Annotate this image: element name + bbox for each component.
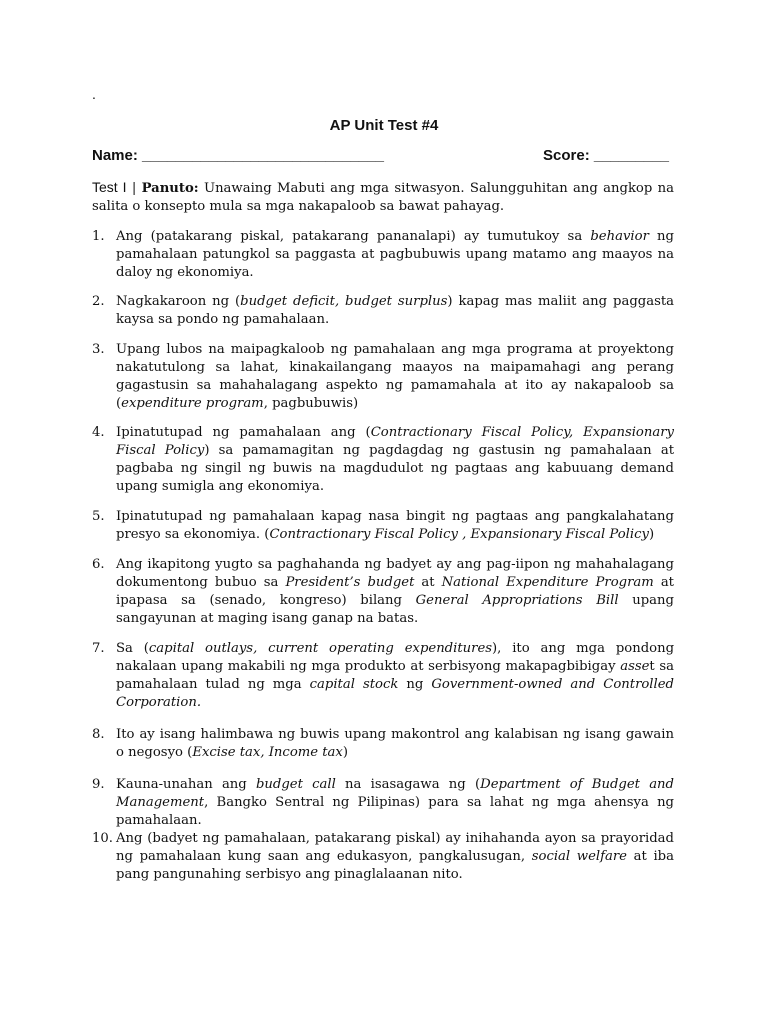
question-item — [92, 640, 674, 712]
question-text — [116, 556, 674, 628]
name-field-line: Name: _____________________________ — [92, 147, 384, 164]
italic-term: Contractionary Fiscal Policy, Expansionary Fiscal Policy — [116, 425, 674, 458]
question-number: 4. — [92, 425, 105, 440]
italic-term: General Appropriations Bill — [415, 593, 619, 608]
italic-term: Department of Budget and Management — [116, 777, 674, 810]
text-fragment: , pagbubuwis) — [263, 396, 359, 411]
text-fragment: Ang ikapitong yugto sa paghahanda ng badyet ay ang pag-iipon ng mahahalagang dokumentong bubuo sa — [116, 557, 674, 590]
question-item — [92, 830, 674, 884]
stray-dot: . — [92, 86, 96, 102]
question-item — [92, 726, 674, 762]
italic-term: expenditure program — [121, 396, 264, 411]
question-item — [92, 508, 674, 544]
italic-term: Contractionary Fiscal Policy , Expansionary Fiscal Policy — [269, 527, 649, 542]
text-fragment: Upang lubos na maipagkaloob ng pamahalaan ang mga programa at proyektong nakatutulong sa lahat, kinakailangang maayos na maipamahagi ang perang gagastusin sa mahahalagang aspekto ng pamamahala at ito ay nakapaloob sa ( — [116, 342, 674, 411]
text-fragment: ) — [648, 527, 655, 542]
instructions: Test I | Panuto: Unawaing Mabuti ang mga sitwasyon. Salungguhitan ang angkop na salita o konsepto mula sa mga nakapaloob sa bawat pahayag. — [92, 179, 674, 214]
text-fragment: ) kapag mas maliit ang paggasta kaysa sa pondo ng pamahalaan. — [116, 294, 674, 327]
italic-term: budget call — [255, 777, 336, 792]
question-number: 6. — [92, 557, 105, 572]
text-fragment: Ipinatutupad ng pamahalaan kapag nasa bingit ng pagtaas ang pangkalahatang presyo sa ekonomiya. ( — [116, 509, 674, 542]
question-number: 1. — [92, 229, 105, 244]
text-fragment: Ito ay isang halimbawa ng buwis upang makontrol ang kalabisan ng isang gawain o negosyo ( — [116, 727, 674, 760]
question-text — [116, 726, 674, 762]
question-number: 8. — [92, 727, 105, 742]
text-fragment: na isasagawa ng ( — [335, 777, 481, 792]
question-text — [116, 228, 674, 282]
text-fragment: Sa ( — [116, 641, 149, 656]
panuto-label: Panuto: — [141, 181, 199, 196]
text-fragment: ng pamahalaan patungkol sa paggasta at pagbubuwis upang matamo ang maayos na daloy ng ekonomiya. — [116, 229, 674, 280]
italic-term: capital stock — [309, 677, 399, 692]
question-text — [116, 424, 674, 496]
question-text — [116, 508, 674, 544]
question-text — [116, 293, 674, 329]
text-fragment: ng — [398, 677, 432, 692]
test-label: Test I — [92, 179, 127, 195]
question-item — [92, 293, 674, 329]
italic-term: Excise tax, Income tax — [192, 745, 343, 760]
italic-term: behavior — [590, 229, 649, 244]
question-item — [92, 228, 674, 282]
text-fragment: at ipapasa sa (senado, kongreso) bilang — [116, 575, 674, 608]
italic-term: President’s budget — [285, 575, 415, 590]
italic-term: National Expenditure Program — [441, 575, 654, 590]
text-fragment: ), ito ang mga pondong nakalaan upang makabili ng mga produkto at serbisyong makapagbibigay — [116, 641, 675, 674]
question-number: 7. — [92, 641, 105, 656]
question-number: 3. — [92, 342, 105, 357]
italic-term: capital outlays, current operating expenditures — [148, 641, 493, 656]
italic-term: Government-owned and Controlled Corporation. — [116, 677, 674, 710]
text-fragment: at iba pang pangunahing serbisyo ang pinaglalaanan nito. — [116, 849, 674, 882]
question-text — [116, 341, 674, 413]
text-fragment: Nagkakaroon ng ( — [116, 294, 241, 309]
text-fragment: ) sa pamamagitan ng pagdagdag ng gastusin ng pamahalaan at pagbaba ng singil ng buwis na magdudulot ng pagtaas ang kabuuang demand upang sumigla ang ekonomiya. — [116, 443, 674, 494]
text-fragment: Ang (patakarang piskal, patakarang pananalapi) ay tumutukoy sa — [116, 229, 591, 244]
question-number: 10. — [92, 831, 113, 846]
text-fragment: t sa pamahalaan tulad ng mga — [116, 659, 675, 692]
question-number: 5. — [92, 509, 105, 524]
text-fragment: at — [414, 575, 442, 590]
text-fragment: Kauna-unahan ang — [116, 777, 256, 792]
question-text — [116, 776, 674, 830]
score-field-line: Score: _________ — [543, 147, 669, 164]
page-title: AP Unit Test #4 — [329, 117, 439, 134]
italic-term: social welfare — [531, 849, 627, 864]
italic-term: budget deficit, budget surplus — [240, 294, 448, 309]
text-fragment: upang sangayunan at maging isang ganap na batas. — [116, 593, 674, 626]
question-text — [116, 830, 674, 884]
question-item — [92, 556, 674, 628]
question-number: 2. — [92, 294, 105, 309]
text-fragment: ) — [342, 745, 349, 760]
question-number: 9. — [92, 777, 105, 792]
text-fragment: Ipinatutupad ng pamahalaan ang ( — [116, 425, 371, 440]
question-text — [116, 640, 674, 712]
question-item — [92, 776, 674, 830]
text-fragment: , Bangko Sentral ng Pilipinas) para sa lahat ng mga ahensya ng pamahalaan. — [116, 795, 674, 828]
question-item — [92, 341, 674, 413]
instructions-text: Unawaing Mabuti ang mga sitwasyon. Salungguhitan ang angkop na salita o konsepto mula sa mga nakapaloob sa bawat pahayag. — [92, 181, 674, 214]
question-item — [92, 424, 674, 496]
italic-term: asse — [620, 659, 650, 674]
text-fragment: Ang (badyet ng pamahalaan, patakarang piskal) ay inihahanda ayon sa prayoridad ng pamahalaan kung saan ang edukasyon, pangkalusugan, — [116, 831, 674, 864]
